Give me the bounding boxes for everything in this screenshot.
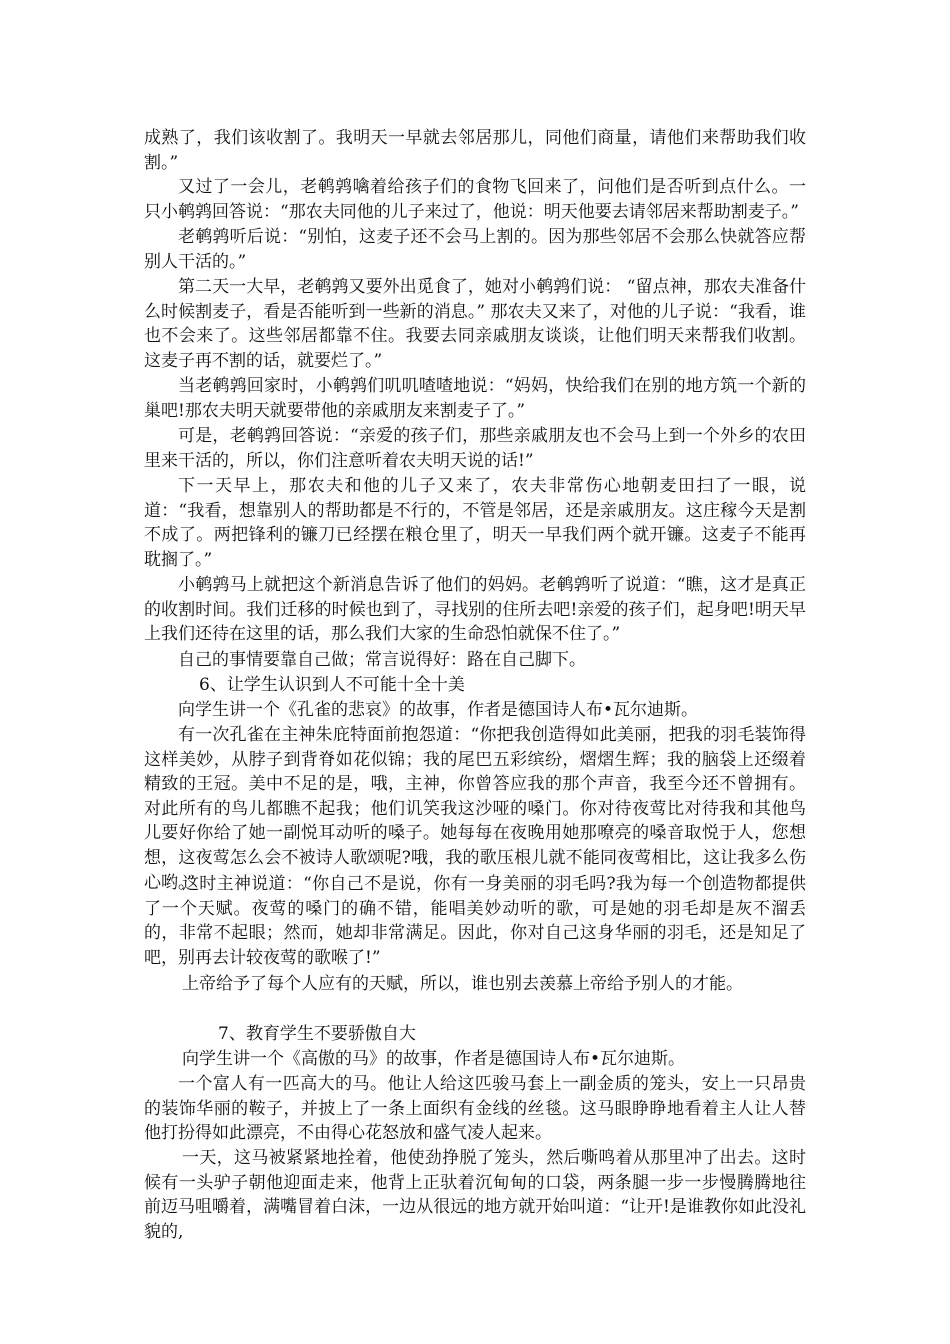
paragraph: 第二天一大早，老鹌鹑又要外出觅食了，她对小鹌鹑们说： “留点神，那农夫准备什么时候割麦子，看是否能听到一些新的消息。” 那农夫又来了，对他的儿子说：“我看，谁也不会来了。这些邻居都靠不住。我要去同亲戚朋友谈谈，让他们明天来帮我们收割。这麦子再不割的话，就要烂了。” (144, 277, 806, 371)
paragraph: 老鹌鹑听后说：“别怕，这麦子还不会马上割的。因为那些邻居不会那么快就答应帮别人干活的。” (144, 227, 806, 272)
paragraph-continuation: 成熟了，我们该收割了。我明天一早就去邻居那儿，同他们商量，请他们来帮助我们收割。” (144, 128, 806, 173)
paragraph: 向学生讲一个《高傲的马》的故事，作者是德国诗人布•瓦尔迪斯。 (182, 1049, 686, 1069)
paragraph: 又过了一会儿，老鹌鹑噙着给孩子们的食物飞回来了，问他们是否听到点什么。一只小鹌鹑回答说：“那农夫同他的儿子来过了，他说：明天他要去请邻居来帮助割麦子。” (144, 177, 806, 222)
paragraph: 下一天早上，那农夫和他的儿子又来了，农夫非常伤心地朝麦田扫了一眼，说道：“我看，想靠别人的帮助都是不行的，不管是邻居，还是亲戚朋友。这庄稼今天是割不成了。两把锋利的镰刀已经摆在粮仓里了，明天一早我们两个就开镰。这麦子不能再耽搁了。” (144, 476, 806, 570)
paragraph: 这时主神说道：“你自己不是说，你有一身美丽的羽毛吗?我为每一个创造物都提供了一个天赋。夜莺的嗓门的确不错，能唱美妙动听的歌，可是她的羽毛却是灰不溜丢的，非常不起眼；然而，她却非常满足。因此，你对自己这身华丽的羽毛，还是知足了吧，别再去计较夜莺的歌喉了!” (144, 874, 806, 968)
paragraph: 小鹌鹑马上就把这个新消息告诉了他们的妈妈。老鹌鹑听了说道：“瞧，这才是真正的收割时间。我们迁移的时候也到了，寻找别的住所去吧!亲爱的孩子们，起身吧!明天早上我们还待在这里的话，那么我们大家的生命恐怕就保不住了。” (144, 575, 806, 645)
paragraph: 当老鹌鹑回家时，小鹌鹑们叽叽喳喳地说：“妈妈，快给我们在别的地方筑一个新的巢吧!那农夫明天就要带他的亲戚朋友来割麦子了。” (144, 376, 806, 421)
paragraph: 一天，这马被紧紧地拴着，他使劲挣脱了笼头，然后嘶鸣着从那里冲了出去。这时候有一头驴子朝他迎面走来，他背上正驮着沉甸甸的口袋，两条腿一步一步慢腾腾地往前迈马咀嚼着，满嘴冒着白沫，一边从很远的地方就开始叫道：“让开!是谁教你如此没礼貌的, (144, 1148, 806, 1242)
paragraph: 向学生讲一个《孔雀的悲哀》的故事，作者是德国诗人布•瓦尔迪斯。 (178, 700, 699, 720)
section-heading-6: 6、让学生认识到人不可能十全十美 (199, 675, 465, 695)
paragraph: 自己的事情要靠自己做；常言说得好：路在自己脚下。 (178, 650, 586, 670)
paragraph: 上帝给予了每个人应有的天赋，所以，谁也别去羡慕上帝给予别人的才能。 (182, 974, 743, 994)
paragraph: 一个富人有一匹高大的马。他让人给这匹骏马套上一副金质的笼头，安上一只昂贵的装饰华丽的鞍子，并披上了一条上面织有金线的丝毯。这马眼睁睁地看着主人让人替他打扮得如此漂亮，不由得心花怒放和盛气凌人起来。 (144, 1074, 806, 1144)
paragraph: 有一次孔雀在主神朱庇特面前抱怨道：“你把我创造得如此美丽，把我的羽毛装饰得这样美妙，从脖子到背脊如花似锦；我的尾巴五彩缤纷，熠熠生辉；我的脑袋上还缀着精致的王冠。美中不足的是，哦，主神，你曾答应我的那个声音，我至今还不曾拥有。对此所有的鸟儿都瞧不起我；他们讥笑我这沙哑的嗓门。你对待夜莺比对待我和其他鸟儿要好你给了她一副悦耳动听的嗓子。她每每在夜晚用她那嘹亮的嗓音取悦于人，您想想，这夜莺怎么会不被诗人歌颂呢?哦，我的歌压根儿就不能同夜莺相比，这让我多么伤心哟。” (144, 725, 806, 893)
section-heading-7: 7、教育学生不要骄傲自大 (218, 1024, 416, 1044)
paragraph: 可是，老鹌鹑回答说：“亲爱的孩子们，那些亲戚朋友也不会马上到一个外乡的农田里来干活的，所以，你们注意听着农夫明天说的话!” (144, 426, 806, 471)
